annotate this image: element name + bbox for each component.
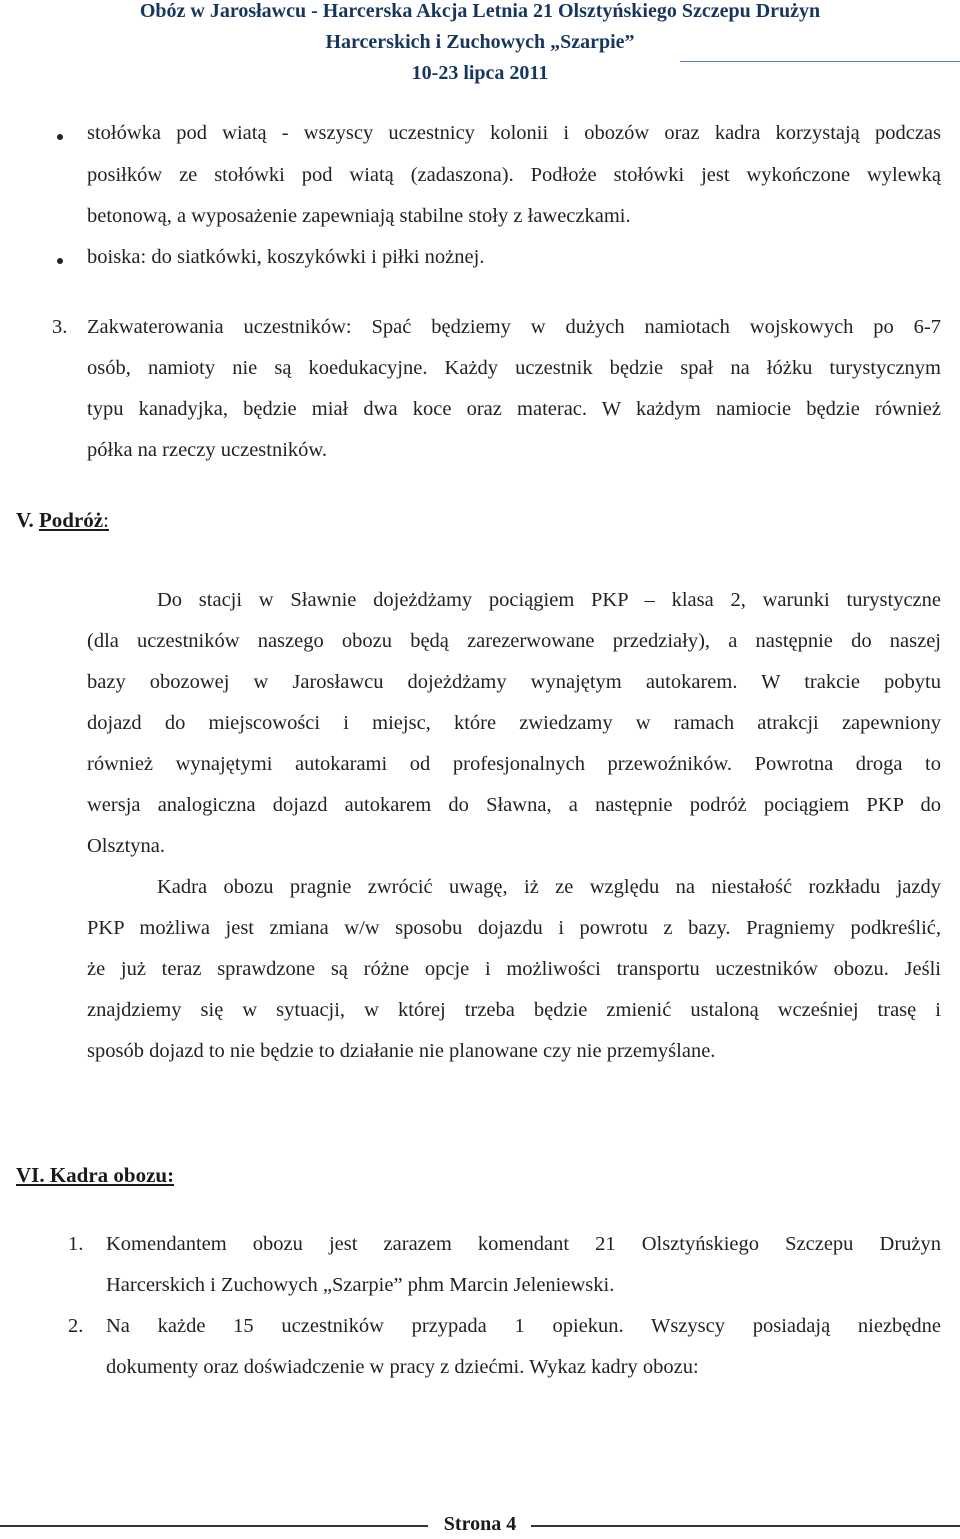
travel-para-1-line-5: również wynajętymi autokarami od profesjonalnych przewoźników. Powrotna droga to: [87, 753, 941, 775]
page-footer: [0, 1509, 960, 1539]
travel-para-2-line-2: PKP możliwa jest zmiana w/w sposobu dojazdu i powrotu z bazy. Pragniemy podkreślić,: [87, 917, 941, 939]
header-dates: 10-23 lipca 2011: [411, 62, 549, 84]
item-3-line-4: półka na rzeczy uczestników.: [87, 439, 328, 461]
staff-item-1-line-2: Harcerskich i Zuchowych „Szarpie” phm Marcin Jeleniewski.: [106, 1274, 615, 1296]
page-header: [0, 0, 960, 89]
section-6-title: VI. Kadra obozu:: [16, 1163, 175, 1187]
staff-item-2-line-1: Na każde 15 uczestników przypada 1 opiekun. Wszyscy posiadają niezbędne: [106, 1315, 941, 1337]
travel-para-1-line-4: dojazd do miejscowości i miejsc, które zwiedzamy w ramach atrakcji zapewniony: [87, 712, 941, 734]
bullet-icon: [57, 258, 63, 264]
bullet-icon: [57, 134, 63, 140]
staff-item-2-line-2: dokumenty oraz doświadczenie w pracy z dziećmi. Wykaz kadry obozu:: [106, 1356, 699, 1378]
item-3-number: 3.: [52, 316, 68, 338]
item-3-line-2: osób, namioty nie są koedukacyjne. Każdy uczestnik będzie spał na łóżku turystycznym: [87, 357, 941, 379]
section-5-title: Podróż: [38, 508, 104, 532]
travel-para-1-line-7: Olsztyna.: [87, 835, 165, 857]
item-3-line-1: Zakwaterowania uczestników: Spać będziemy w dużych namiotach wojskowych po 6-7: [87, 316, 941, 338]
travel-para-2-line-3: że już teraz sprawdzone są różne opcje i możliwości transportu uczestników obozu. Jeśli: [87, 958, 941, 980]
travel-para-2-line-5: sposób dojazd to nie będzie to działanie nie planowane czy nie przemyślane.: [87, 1040, 716, 1062]
travel-para-1-line-2: (dla uczestników naszego obozu będą zarezerwowane przedziały), a następnie do naszej: [87, 630, 941, 652]
section-5-colon: :: [103, 508, 109, 532]
travel-para-2-line-1: Kadra obozu pragnie zwrócić uwagę, iż ze względu na niestałość rozkładu jazdy: [157, 876, 941, 898]
bullet-1-line-1: stołówka pod wiatą - wszyscy uczestnicy kolonii i obozów oraz kadra korzystają podczas: [87, 122, 941, 144]
page-number: Strona 4: [443, 1513, 517, 1535]
staff-item-1-line-1: Komendantem obozu jest zarazem komendant 21 Olsztyńskiego Szczepu Drużyn: [106, 1233, 941, 1255]
section-5-heading: [16, 505, 109, 535]
staff-item-2-number: 2.: [68, 1315, 84, 1337]
travel-para-1-line-6: wersja analogiczna dojazd autokarem do Sławna, a następnie podróż pociągiem PKP do: [87, 794, 941, 816]
bullet-2-line-1: boiska: do siatkówki, koszykówki i piłki nożnej.: [87, 246, 485, 268]
bullet-1-line-2: posiłków ze stołówki pod wiatą (zadaszona). Podłoże stołówki jest wykończone wylewką: [87, 164, 941, 186]
header-divider: [680, 61, 960, 62]
staff-item-1-number: 1.: [68, 1233, 84, 1255]
header-title-line-1: Obóz w Jarosławcu - Harcerska Akcja Letnia 21 Olsztyńskiego Szczepu Drużyn: [139, 0, 821, 22]
travel-para-1-line-3: bazy obozowej w Jarosławcu dojeżdżamy wynajętym autokarem. W trakcie pobytu: [87, 671, 941, 693]
header-title-line-2: Harcerskich i Zuchowych „Szarpie”: [325, 31, 635, 53]
travel-para-1-line-1: Do stacji w Sławnie dojeżdżamy pociągiem PKP – klasa 2, warunki turystyczne: [157, 589, 941, 611]
section-5-number: V.: [16, 508, 34, 532]
section-6-heading: [16, 1160, 174, 1190]
bullet-1-line-3: betonową, a wyposażenie zapewniają stabilne stoły z ławeczkami.: [87, 205, 631, 227]
item-3-line-3: typu kanadyjka, będzie miał dwa koce oraz materac. W każdym namiocie będzie również: [87, 398, 941, 420]
travel-para-2-line-4: znajdziemy się w sytuacji, w której trzeba będzie zmienić ustaloną wcześniej trasę i: [87, 999, 941, 1021]
